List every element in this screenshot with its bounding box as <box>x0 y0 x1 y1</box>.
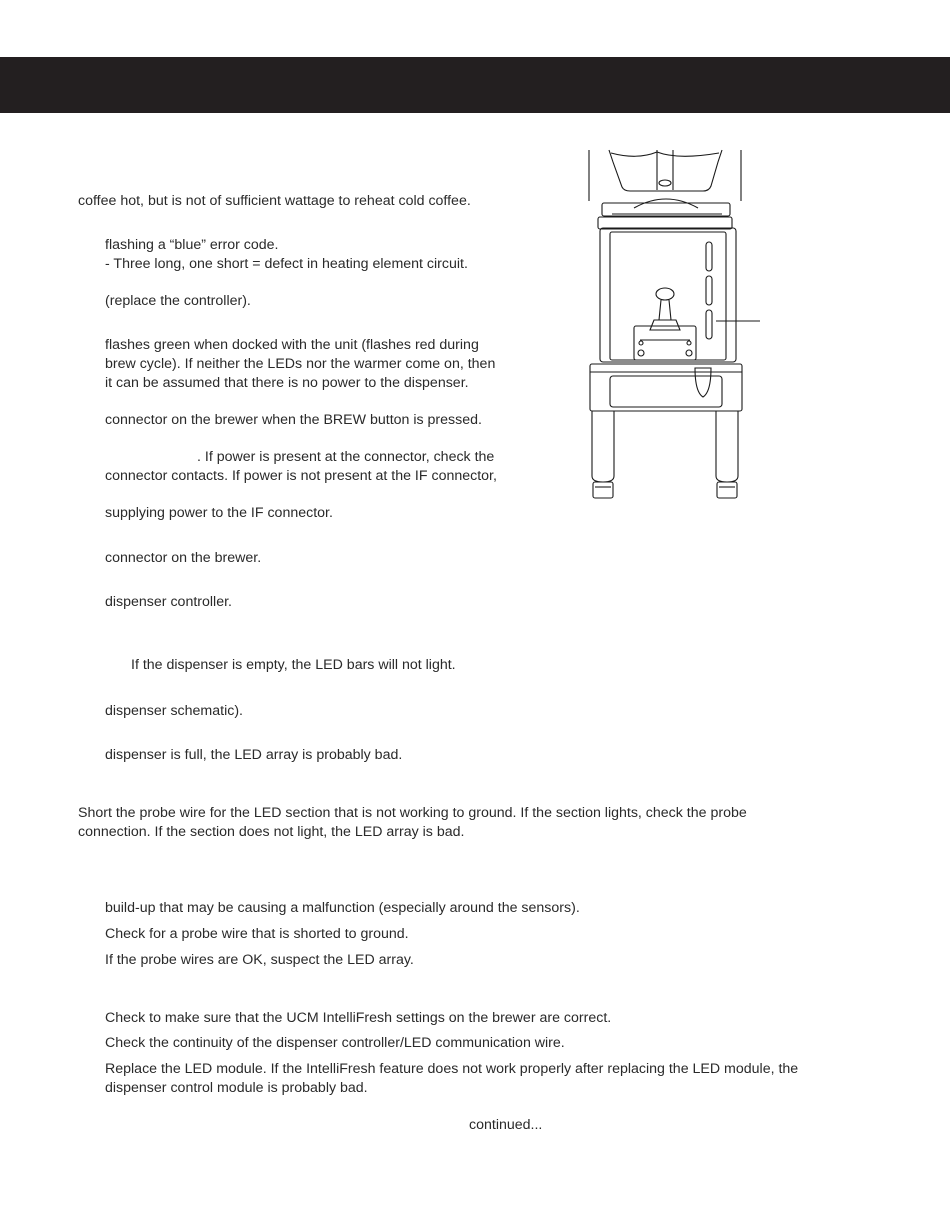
body-text-line: brew cycle). If neither the LEDs nor the warmer come on, then <box>105 356 496 372</box>
body-text-line: . If power is present at the connector, check the <box>197 449 495 465</box>
leg-left <box>592 411 614 482</box>
body-text-line: flashing a “blue” error code. <box>105 237 279 253</box>
body-text-line: - Three long, one short = defect in heating element circuit. <box>105 256 468 272</box>
body-text-line: Check for a probe wire that is shorted to ground. <box>105 926 409 942</box>
stand-base <box>590 364 742 411</box>
body-text-line: dispenser is full, the LED array is probably bad. <box>105 747 403 763</box>
body-text-line: it can be assumed that there is no power to the dispenser. <box>105 375 469 391</box>
led-bar-top <box>706 242 712 271</box>
led-bar-bottom <box>706 310 712 339</box>
body-text-line: dispenser controller. <box>105 594 232 610</box>
foot-left <box>593 482 613 498</box>
body-text-line: Replace the LED module. If the IntelliFresh feature does not work properly after replacing the LED module, the <box>105 1061 799 1077</box>
body-text-line: connector on the brewer when the BREW button is pressed. <box>105 412 482 428</box>
body-text-line: (replace the controller). <box>105 293 251 309</box>
faucet-body <box>650 320 680 330</box>
header-bar <box>0 57 950 113</box>
foot-right <box>717 482 737 498</box>
body-text-line: flashes green when docked with the unit (flashes red during <box>105 337 479 353</box>
body-text-line: Check the continuity of the dispenser controller/LED communication wire. <box>105 1035 565 1051</box>
body-text-line: connection. If the section does not light, the LED array is bad. <box>78 824 465 840</box>
led-bar-middle <box>706 276 712 305</box>
body-text-line: Check to make sure that the UCM IntelliFresh settings on the brewer are correct. <box>105 1010 612 1026</box>
body-text-line: connector contacts. If power is not present at the IF connector, <box>105 468 497 484</box>
body-text-line: build-up that may be causing a malfunction (especially around the sensors). <box>105 900 580 916</box>
drip-tray <box>610 376 722 407</box>
body-text-line: dispenser control module is probably bad. <box>105 1080 368 1096</box>
body-text-line: supplying power to the IF connector. <box>105 505 333 521</box>
body-text-line: coffee hot, but is not of sufficient wattage to reheat cold coffee. <box>78 193 471 209</box>
body-text-line: dispenser schematic). <box>105 703 243 719</box>
continued-note: continued... <box>469 1117 543 1133</box>
body-text-line: If the dispenser is empty, the LED bars will not light. <box>131 657 456 673</box>
dispenser-illustration <box>580 148 770 508</box>
leg-right <box>716 411 738 482</box>
dispenser-body <box>600 228 736 362</box>
body-text-line: connector on the brewer. <box>105 550 262 566</box>
body-text-line: If the probe wires are OK, suspect the LED array. <box>105 952 414 968</box>
body-text-line: Short the probe wire for the LED section that is not working to ground. If the section lights, check the probe <box>78 805 747 821</box>
faucet-handle <box>656 288 674 300</box>
